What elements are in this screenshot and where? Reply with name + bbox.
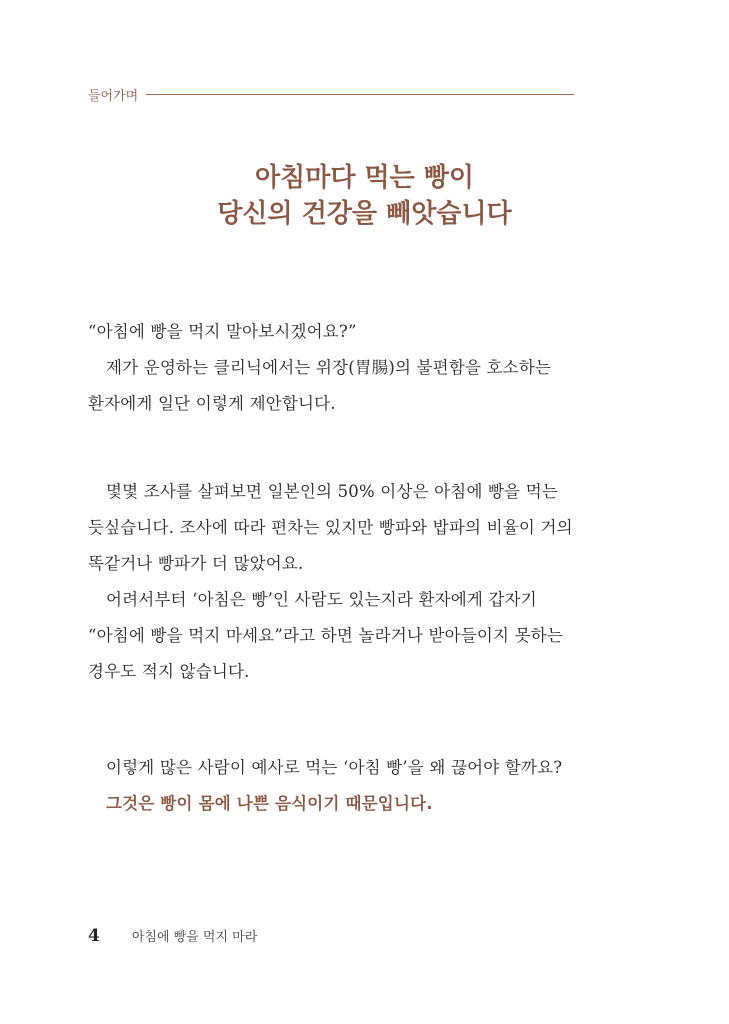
header-divider (146, 94, 574, 95)
chapter-title-line-1: 아침마다 먹는 빵이 (254, 163, 475, 193)
paragraph: 몇몇 조사를 살펴보면 일본인의 50% 이상은 아침에 빵을 먹는 듯싶습니다. 조사에 따라 편차는 있지만 빵파와 밥파의 비율이 거의 똑같거나 빵파가 더 많았어요. (88, 482, 573, 573)
paragraph: 제가 운영하는 클리닉에서는 위장(胃腸)의 불편함을 호소하는 환자에게 일단 이렇게 제안합니다. (88, 358, 552, 413)
paragraph: 이렇게 많은 사람이 예사로 먹는 ‘아침 빵’을 왜 끊어야 할까요? (106, 758, 563, 777)
emphasis-statement: 그것은 빵이 몸에 나쁜 음식이기 때문입니다. (106, 794, 433, 813)
page-number: 4 (88, 926, 100, 946)
paragraph: 어려서부터 ‘아침은 빵’인 사람도 있는지라 환자에게 갑자기 “아침에 빵을 먹지 마세요”라고 하면 놀라거나 받아들이지 못하는 경우도 적지 않습니다. (88, 590, 563, 681)
page-footer (88, 926, 257, 948)
body-block-1 (88, 314, 574, 422)
paragraph-quote: “아침에 빵을 먹지 말아보시겠어요?” (88, 322, 357, 341)
body-block-3 (88, 750, 574, 822)
chapter-title (0, 160, 729, 232)
running-title: 아침에 빵을 먹지 마라 (131, 930, 258, 945)
body-block-2 (88, 474, 574, 690)
section-label: 들어가며 (88, 88, 139, 104)
section-header (88, 84, 574, 104)
chapter-title-line-2: 당신의 건강을 빼앗습니다 (217, 199, 512, 229)
